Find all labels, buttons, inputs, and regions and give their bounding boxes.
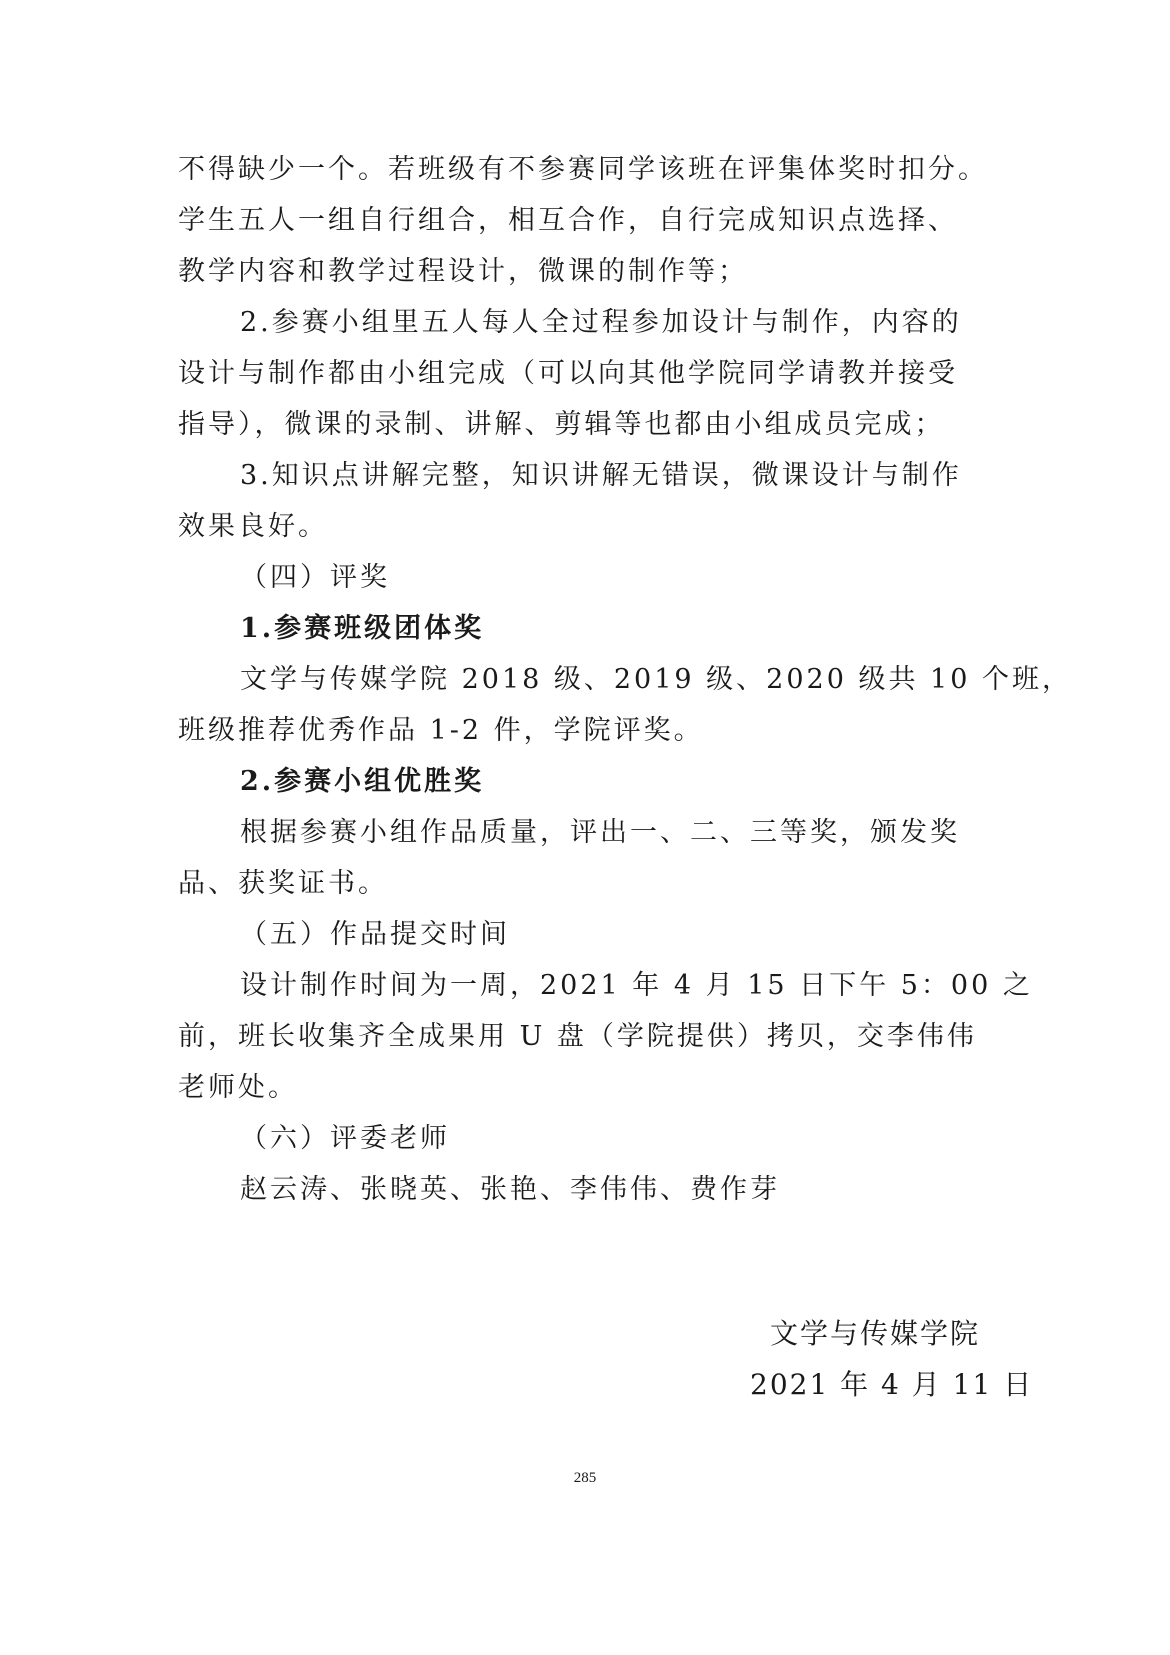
body-line: 设计制作时间为一周，2021 年 4 月 15 日下午 5：00 之 <box>240 970 1033 1001</box>
section-heading: （四）评奖 <box>240 562 390 593</box>
body-line: 学生五人一组自行组合，相互合作，自行完成知识点选择、 <box>178 205 958 236</box>
subsection-heading: 1.参赛班级团体奖 <box>240 613 485 644</box>
body-line: 根据参赛小组作品质量，评出一、二、三等奖，颁发奖 <box>240 817 960 848</box>
body-line: 赵云涛、张晓英、张艳、李伟伟、费作芽 <box>240 1174 780 1205</box>
body-line: 文学与传媒学院 2018 级、2019 级、2020 级共 10 个班， <box>240 664 1072 695</box>
body-line: 前，班长收集齐全成果用 U 盘（学院提供）拷贝，交李伟伟 <box>178 1021 977 1052</box>
signature-block <box>750 1308 1034 1410</box>
body-line: 班级推荐优秀作品 1-2 件，学院评奖。 <box>178 715 704 746</box>
subsection-heading: 2.参赛小组优胜奖 <box>240 766 485 797</box>
signature-organization: 文学与传媒学院 <box>769 1317 980 1350</box>
body-line: 设计与制作都由小组完成（可以向其他学院同学请教并接受 <box>178 358 958 389</box>
body-line: 效果良好。 <box>178 511 328 542</box>
page-number: 285 <box>573 1470 597 1486</box>
body-line: 品、获奖证书。 <box>178 868 388 899</box>
body-line: 不得缺少一个。若班级有不参赛同学该班在评集体奖时扣分。 <box>178 154 988 185</box>
signature-date: 2021 年 4 月 11 日 <box>750 1368 1034 1401</box>
body-line: 2.参赛小组里五人每人全过程参加设计与制作，内容的 <box>240 307 962 338</box>
section-heading: （五）作品提交时间 <box>240 919 510 950</box>
section-heading: （六）评委老师 <box>240 1123 450 1154</box>
body-line: 指导），微课的录制、讲解、剪辑等也都由小组成员完成； <box>178 409 945 440</box>
body-line: 3.知识点讲解完整，知识讲解无错误，微课设计与制作 <box>240 460 962 491</box>
body-line: 老师处。 <box>178 1072 298 1103</box>
body-line: 教学内容和教学过程设计，微课的制作等； <box>178 256 748 287</box>
body-text <box>178 144 1072 1215</box>
